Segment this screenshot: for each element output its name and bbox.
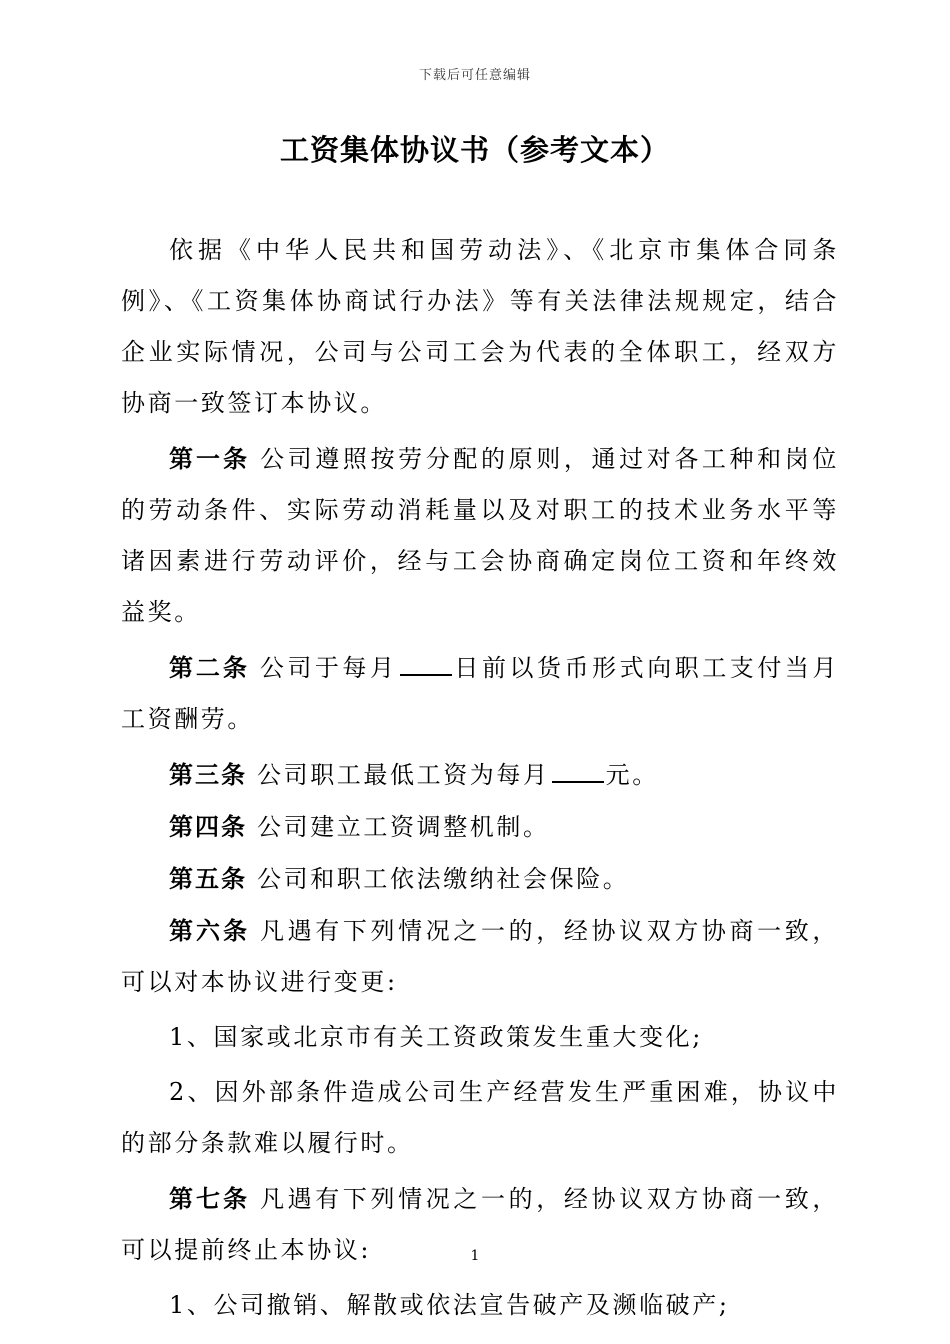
article-text: 公司职工最低工资为每月	[257, 761, 550, 789]
article-label: 第六条	[169, 916, 251, 945]
fill-in-blank	[400, 654, 452, 676]
article-label: 第四条	[169, 812, 247, 841]
article-1	[121, 433, 839, 638]
article-text: 公司遵照按劳分配的原则，通过对各工种和岗位的劳动条件、实际劳动消耗量以及对职工的技术业务水平等诸因素进行劳动评价，经与工会协商确定岗位工资和年终效益奖。	[121, 445, 840, 626]
article-label: 第一条	[169, 444, 251, 473]
fill-in-blank	[552, 761, 604, 783]
document-body	[121, 225, 839, 1331]
article-label: 第七条	[169, 1184, 251, 1213]
article-text: 公司和职工依法缴纳社会保险。	[257, 865, 630, 893]
article-2	[121, 642, 839, 745]
article-text: 公司于每月	[259, 654, 398, 682]
article-text: 凡遇有下列情况之一的，经协议双方协商一致，可以对本协议进行变更:	[121, 917, 840, 996]
page-number: 1	[470, 1248, 480, 1264]
article-text: 日前以货币形式向职工支付当月工资酬劳。	[121, 654, 840, 733]
article-6-item-2: 2、因外部条件造成公司生产经营发生严重困难，协议中的部分条款难以履行时。	[121, 1078, 839, 1157]
article-7-item-1: 1、公司撤销、解散或依法宣告破产及濒临破产;	[169, 1291, 730, 1319]
article-6-item-1: 1、国家或北京市有关工资政策发生重大变化;	[169, 1023, 703, 1051]
article-4	[121, 801, 839, 853]
article-label: 第三条	[169, 760, 247, 789]
article-label: 第五条	[169, 864, 247, 893]
article-text: 公司建立工资调整机制。	[257, 813, 550, 841]
preamble-paragraph: 依据《中华人民共和国劳动法》、《北京市集体合同条例》、《工资集体协商试行办法》等有关法律法规规定，结合企业实际情况，公司与公司工会为代表的全体职工，经双方协商一致签订本协议。	[121, 236, 839, 417]
article-3	[121, 749, 839, 801]
article-text: 元。	[605, 761, 659, 789]
header-note: 下载后可任意编辑	[418, 68, 531, 83]
article-text: 凡遇有下列情况之一的，经协议双方协商一致，可以提前终止本协议:	[121, 1185, 840, 1264]
document-title: 工资集体协议书（参考文本）	[279, 133, 670, 167]
article-6	[121, 905, 839, 1008]
article-5	[121, 853, 839, 905]
article-label: 第二条	[169, 653, 250, 682]
